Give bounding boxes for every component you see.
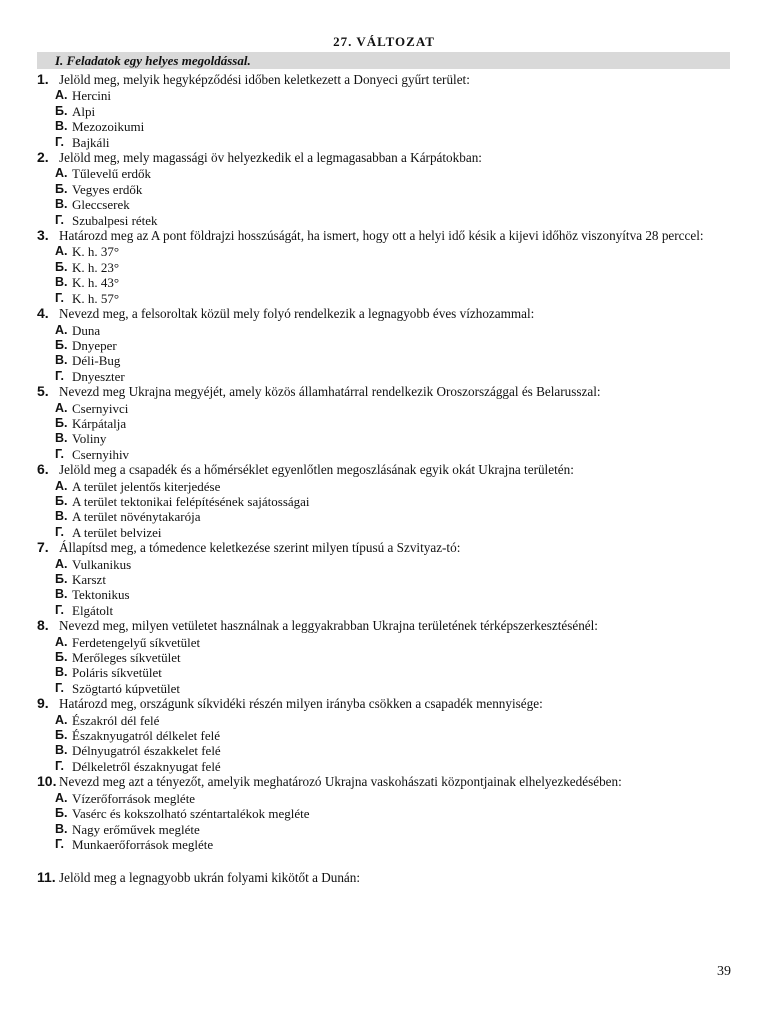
question-10 [37, 774, 732, 852]
question-text: Nevezd meg, milyen vetületet használnak a leggyakrabban Ukrajna területének térképszerkesztésénél: [59, 618, 598, 634]
option-text: Vízerőforrások megléte [72, 790, 196, 806]
option-text: Hercini [72, 88, 111, 104]
question-6 [37, 462, 732, 540]
option-letter: В. [55, 119, 68, 134]
answer-option [55, 743, 732, 758]
question-line [37, 384, 732, 399]
option-letter: В. [55, 197, 68, 212]
answer-option [55, 806, 732, 821]
answer-option [55, 572, 732, 587]
option-text: Délnyugatról északkelet felé [72, 743, 221, 759]
option-text: Voliny [72, 431, 107, 447]
question-1 [37, 72, 732, 150]
option-text: Merőleges síkvetület [72, 650, 181, 666]
option-letter: Б. [55, 337, 68, 352]
question-number: 1. [37, 71, 49, 87]
option-text: Poláris síkvetület [72, 665, 162, 681]
answer-option [55, 759, 732, 774]
page-title: 27. VÁLTOZAT [333, 34, 435, 49]
question-text: Nevezd meg Ukrajna megyéjét, amely közös államhatárral rendelkezik Oroszországgal és Belarusszal: [59, 384, 601, 400]
option-text: Nagy erőművek megléte [72, 821, 200, 837]
option-letter: Г. [55, 368, 64, 383]
option-text: Gleccserek [72, 197, 130, 213]
answer-option [55, 401, 732, 416]
option-letter: В. [55, 431, 68, 446]
question-line [37, 228, 732, 243]
answer-option [55, 275, 732, 290]
question-text: Jelöld meg a legnagyobb ukrán folyami kikötőt a Dunán: [59, 870, 361, 886]
answer-option [55, 479, 732, 494]
option-letter: В. [55, 821, 68, 836]
option-letter: Б. [55, 181, 68, 196]
option-text: Vasérc és kokszolható széntartalékok megléte [72, 806, 310, 822]
option-text: Tektonikus [72, 587, 130, 603]
question-list [37, 72, 732, 887]
option-text: Kárpátalja [72, 415, 127, 431]
option-letter: Г. [55, 758, 64, 773]
option-letter: А. [55, 400, 68, 415]
option-letter: Г. [55, 212, 64, 227]
question-number: 2. [37, 149, 49, 166]
question-text: Jelöld meg, mely magassági öv helyezkedik el a legmagasabban a Kárpátokban: [59, 150, 482, 166]
question-text: Állapítsd meg, a tómedence keletkezése szerint milyen típusú a Szvityaz-tó: [59, 540, 461, 556]
answer-option [55, 197, 732, 212]
answer-option [55, 416, 732, 431]
section-heading: I. Feladatok egy helyes megoldással. [37, 52, 730, 69]
option-text: A terület tektonikai felépítésének sajátosságai [72, 493, 310, 509]
option-letter: Г. [55, 680, 64, 695]
option-text: A terület jelentős kiterjedése [72, 478, 221, 494]
answer-option [55, 791, 732, 806]
option-letter: Б. [55, 728, 68, 743]
option-text: K. h. 37° [72, 244, 120, 260]
option-letter: Г. [55, 836, 64, 851]
question-11 [37, 870, 732, 885]
answer-option [55, 119, 732, 134]
option-text: K. h. 57° [72, 290, 120, 306]
answer-option [55, 213, 732, 228]
option-letter: А. [55, 166, 68, 181]
question-line [37, 150, 732, 165]
answer-option [55, 728, 732, 743]
question-9 [37, 696, 732, 774]
question-line [37, 72, 732, 87]
option-letter: А. [55, 244, 68, 259]
option-letter: А. [55, 322, 68, 337]
question-text: Jelöld meg, melyik hegyképződési időben keletkezett a Donyeci gyűrt terület: [59, 72, 470, 87]
option-letter: Б. [55, 415, 68, 430]
option-text: Duna [72, 322, 101, 338]
option-text: Vegyes erdők [72, 181, 143, 197]
answer-option [55, 837, 732, 852]
answer-option [55, 822, 732, 837]
question-text: Nevezd meg azt a tényezőt, amelyik meghatározó Ukrajna vaskohászati központjainak elhelyezkedésében: [59, 774, 622, 790]
answer-option [55, 603, 732, 618]
question-number: 4. [37, 305, 49, 322]
question-text: Jelöld meg a csapadék és a hőmérséklet egyenlőtlen megoszlásának egyik okát Ukrajna területén: [59, 462, 574, 478]
answer-option [55, 431, 732, 446]
option-text: Ferdetengelyű síkvetület [72, 634, 201, 650]
answer-option [55, 494, 732, 509]
answer-option [55, 525, 732, 540]
option-text: Dnyeper [72, 337, 117, 353]
question-number: 6. [37, 461, 49, 478]
option-text: Északnyugatról délkelet felé [72, 728, 220, 744]
question-line [37, 696, 732, 711]
answer-option [55, 244, 732, 259]
option-letter: Г. [55, 134, 64, 149]
question-5 [37, 384, 732, 462]
option-letter: Г. [55, 602, 64, 617]
question-number: 11. [37, 869, 56, 886]
option-text: K. h. 23° [72, 259, 120, 275]
option-letter: Б. [55, 103, 68, 118]
question-8 [37, 618, 732, 696]
answer-option [55, 166, 732, 181]
option-letter: Б. [55, 806, 68, 821]
question-line [37, 540, 732, 555]
question-number: 10. [37, 773, 57, 790]
question-text: Nevezd meg, a felsoroltak közül mely folyó rendelkezik a legnagyobb éves vízhozammal: [59, 306, 535, 322]
option-letter: Б. [55, 572, 68, 586]
option-letter: Г. [55, 524, 64, 539]
option-letter: А. [55, 790, 68, 805]
option-text: Karszt [72, 572, 106, 587]
option-letter: А. [55, 88, 68, 103]
option-letter: В. [55, 587, 68, 602]
option-text: Alpi [72, 103, 96, 119]
question-line [37, 306, 732, 321]
option-letter: А. [55, 634, 68, 649]
answer-option [55, 104, 732, 119]
option-letter: В. [55, 275, 68, 290]
option-text: Dnyeszter [72, 368, 125, 384]
answer-option [55, 635, 732, 650]
answer-option [55, 557, 732, 572]
answer-option [55, 369, 732, 384]
answer-option [55, 587, 732, 602]
question-text: Határozd meg az A pont földrajzi hosszúságát, ha ismert, hogy ott a helyi idő késik a kijevi időhöz viszonyítva 28 perccel: [59, 228, 704, 244]
option-text: K. h. 43° [72, 275, 120, 291]
answer-option [55, 353, 732, 368]
option-text: Elgátolt [72, 602, 114, 618]
question-line [37, 774, 732, 789]
page-number: 39 [717, 964, 731, 979]
question-number: 3. [37, 227, 49, 244]
option-text: Csernyivci [72, 400, 129, 416]
answer-option [55, 135, 732, 150]
option-text: Mezozoikumi [72, 119, 145, 135]
question-number: 9. [37, 695, 49, 712]
option-letter: Б. [55, 493, 68, 508]
answer-option [55, 681, 732, 696]
answer-option [55, 447, 732, 462]
option-text: Vulkanikus [72, 556, 132, 572]
question-number: 7. [37, 539, 49, 556]
option-text: Délkeletről északnyugat felé [72, 758, 221, 774]
question-4 [37, 306, 732, 384]
option-text: Északról dél felé [72, 712, 160, 728]
option-letter: В. [55, 509, 68, 524]
option-text: Szubalpesi rétek [72, 212, 158, 228]
option-letter: Г. [55, 446, 64, 461]
answer-option [55, 291, 732, 306]
answer-option [55, 509, 732, 524]
option-text: Szögtartó kúpvetület [72, 680, 180, 696]
question-line [37, 618, 732, 633]
option-letter: В. [55, 743, 68, 758]
question-7 [37, 540, 732, 618]
option-text: Munkaerőforrások megléte [72, 836, 214, 852]
option-letter: А. [55, 478, 68, 493]
option-letter: В. [55, 353, 68, 368]
answer-option [55, 650, 732, 665]
option-text: A terület növénytakarója [72, 509, 201, 525]
option-letter: А. [55, 556, 68, 571]
question-2 [37, 150, 732, 228]
answer-option [55, 88, 732, 103]
answer-option [55, 182, 732, 197]
option-text: Tűlevelű erdők [72, 166, 152, 182]
question-number: 5. [37, 383, 49, 400]
option-letter: Б. [55, 259, 68, 274]
question-text: Határozd meg, országunk síkvidéki részén milyen irányba csökken a csapadék mennyisége: [59, 696, 543, 712]
option-text: Bajkáli [72, 134, 110, 150]
option-letter: В. [55, 665, 68, 680]
option-text: Csernyihiv [72, 446, 130, 462]
question-3 [37, 228, 732, 306]
option-letter: Г. [55, 290, 64, 305]
option-letter: А. [55, 712, 68, 727]
question-line [37, 462, 732, 477]
answer-option [55, 665, 732, 680]
option-letter: Б. [55, 650, 68, 665]
question-number: 8. [37, 617, 49, 634]
answer-option [55, 713, 732, 728]
option-text: A terület belvizei [72, 524, 162, 540]
answer-option [55, 323, 732, 338]
answer-option [55, 338, 732, 353]
answer-option [55, 260, 732, 275]
option-text: Déli-Bug [72, 353, 121, 369]
